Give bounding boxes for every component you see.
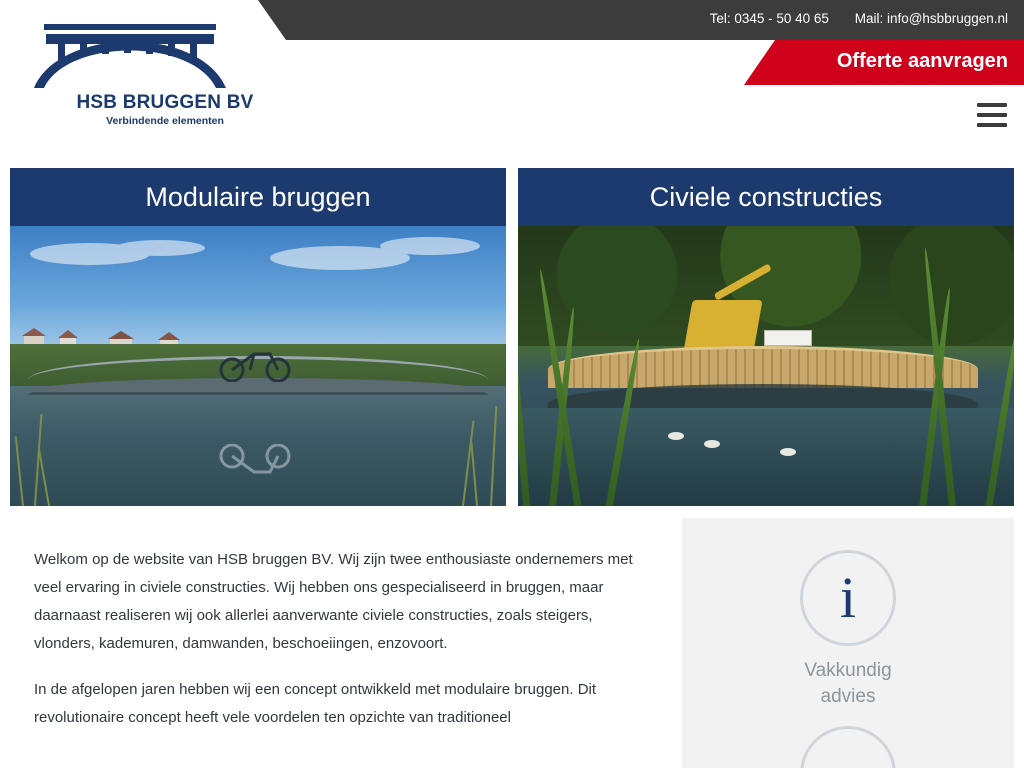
logo-title: HSB BRUGGEN BV (76, 92, 254, 113)
tile-header (10, 168, 506, 226)
info-icon-glyph: i (839, 565, 857, 630)
logo[interactable] (30, 14, 330, 127)
bridge-icon (30, 14, 330, 90)
info-icon (800, 550, 896, 646)
intro-text-column (10, 518, 670, 768)
mail-label[interactable]: Mail: info@hsbbruggen.nl (854, 11, 1008, 26)
usp-item-advies[interactable] (682, 550, 1014, 710)
offerte-aanvragen-button[interactable] (775, 40, 1024, 85)
tile-image-modular-bridge (10, 226, 506, 506)
second-usp-icon (800, 726, 896, 768)
usp-label-line1: Vakkundig (804, 660, 892, 681)
tile-civiele-constructies[interactable] (518, 168, 1014, 506)
tile-header (518, 168, 1014, 226)
intro-paragraph-2: In de afgelopen jaren hebben wij een concept ontwikkeld met modulaire bruggen. Dit revolutionaire concept heeft vele voordelen ten opzichte van traditioneel (34, 681, 597, 726)
usp-sidebar (682, 518, 1014, 768)
hamburger-bar-3 (977, 123, 1007, 127)
hero-tiles (0, 168, 1024, 506)
tile-image-civil-construction (518, 226, 1014, 506)
content-area (10, 518, 1014, 768)
tile-modulaire-bruggen[interactable] (10, 168, 506, 506)
hamburger-menu-icon[interactable] (977, 103, 1007, 127)
topbar-contact (710, 11, 1008, 26)
tile-title: Civiele constructies (649, 181, 883, 212)
usp-label-line2: advies (820, 686, 876, 707)
tile-title: Modulaire bruggen (145, 181, 371, 212)
intro-paragraph-1: Welkom op de website van HSB bruggen BV. Wij zijn twee enthousiaste ondernemers met veel ervaring in civiele constructies. Wij hebben ons gespecialiseerd in bruggen, maar daarnaast realiseren wij ook allerlei aanverwante civiele constructies, zoals steigers, vlonders, kademuren, damwanden, beschoeiingen, enzovoort. (34, 551, 633, 652)
usp-item-second[interactable] (682, 726, 1014, 768)
usp-label (682, 658, 1014, 710)
offerte-aanvragen-label: Offerte aanvragen (836, 50, 1008, 72)
hamburger-bar-1 (977, 103, 1007, 107)
logo-subtitle: Verbindende elementen (106, 115, 224, 127)
hamburger-bar-2 (977, 113, 1007, 117)
phone-label[interactable]: Tel: 0345 - 50 40 65 (709, 11, 829, 26)
